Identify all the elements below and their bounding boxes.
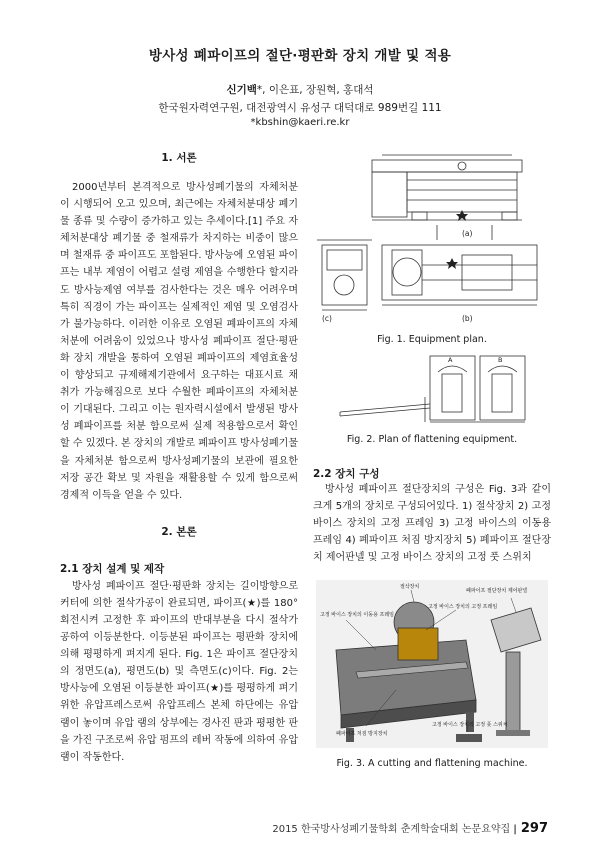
figure-3 xyxy=(316,580,548,748)
fig2-label-b: B xyxy=(498,356,503,364)
figure-2 xyxy=(330,352,540,430)
paper-title: 방사성 폐파이프의 절단·평판화 장치 개발 및 적용 xyxy=(148,48,452,64)
design-paragraph: 방사성 폐파이프 절단·평판화 장치는 길이방향으로 커터에 의한 절삭가공이 완료되면, 파이프(★)를 180° 회전시켜 고정한 후 파이프의 반대부분을 다시 절삭가공하여 이등분한다. 이등분된 파이프는 평판화 장치에 의해 평평하게 펴지게 된다. Fig. 1은 파이프 절단장치의 정면도(a), 평면도(b) 및 측면도(c)이다. Fig. 2는 방사능에 오염된 이등분한 파이프(★)를 평평하게 펴기 위한 유압프레스로써 유압프레스 본체 하단에는 유압 램이 놓이며 유압 램의 상부에는 경사진 판과 평평한 판을 가진 구조로써 유압 펌프의 레버 작동에 의하여 유압 램이 작동한다. xyxy=(60,580,298,763)
fig2-caption: Fig. 2. Plan of flattening equipment. xyxy=(346,434,518,445)
fig1-caption: Fig. 1. Equipment plan. xyxy=(377,334,487,345)
cutting-machine-render xyxy=(316,580,548,748)
author-list xyxy=(0,82,600,97)
fig3-label-foot-switch: 고정 바이스 장치의 고정 풋 스위치 xyxy=(432,722,508,728)
affiliation: 한국원자력연구원, 대전광역시 유성구 대덕대로 989번길 111 xyxy=(158,102,442,114)
left-column xyxy=(60,150,298,766)
fig1-label-c: (c) xyxy=(322,314,332,323)
fig3-label-control-panel: 폐파이프 절단장치 제어판넬 xyxy=(466,588,528,594)
flattening-equipment-drawing xyxy=(330,352,540,430)
footer-separator: | xyxy=(513,824,517,835)
journal-name: 2015 한국방사성폐기물학회 춘계학술대회 논문요약집 xyxy=(272,824,511,835)
fig3-caption: Fig. 3. A cutting and flattening machine. xyxy=(336,758,528,769)
page-number: 297 xyxy=(520,821,548,836)
equipment-plan-drawing xyxy=(312,150,552,330)
section-heading-intro: 1. 서론 xyxy=(161,152,197,164)
intro-paragraph: 2000년부터 본격적으로 방사성폐기물의 자체처분이 시행되어 오고 있으며, 최근에는 자체처분대상 폐기물 종류 및 수량이 증가하고 있는 추세이다.[1] 주요 자체처분대상 폐기물 중 철재류가 차지하는 비중이 많으며 철재류 중 파이프도 포함된다. 방사능에 오염된 파이프는 내부 제염이 어렵고 설령 제염을 수행한다 할지라도 방사능제염 여부를 검사한다는 것은 매우 어려우며 특히 직경이 가는 파이프는 실제적인 제염 및 오염검사가 불가능하다. 이러한 이유로 오염된 폐파이프의 자체처분에 어려움이 있었으나 방사성 폐파이프 절단·평판화 장치 개발을 통하여 오염된 폐파이프의 제염효율성이 향상되고 규제해제기관에서 요구하는 대표시료 채취가 가능해짐으로 보다 수월한 폐파이프의 자체처분이 기대된다. 그리고 이는 원자력시설에서 발생된 방사성 폐파이프를 처분 함으로써 실제 적용함으로서 확인할 수 있겠다. 본 장치의 개발로 폐파이프 방사성폐기물을 자체처분 함으로써 방사성폐기물의 보관에 필요한 저장 공간 확보 및 자원을 재활용할 수 있게 함으로써 경제적 이득을 얻을 수 있다. xyxy=(60,182,298,501)
right-column xyxy=(313,466,551,566)
fig1-label-b: (b) xyxy=(462,314,473,323)
fig3-label-moving-frame: 고정 바이스 장치의 이동용 프레임 xyxy=(320,612,394,618)
page-footer xyxy=(272,820,548,836)
subsection-heading-design: 2.1 장치 설계 및 제작 xyxy=(60,562,165,575)
pipe-star-icon xyxy=(446,258,458,269)
author-email: *kbshin@kaeri.re.kr xyxy=(250,117,350,128)
co-authors: *, 이은표, 장원혁, 홍대석 xyxy=(256,84,374,96)
fig3-label-fixed-frame: 고정 바이스 장치의 고정 프레임 xyxy=(428,604,498,610)
fig2-label-a: A xyxy=(448,356,453,364)
fig3-label-sag-prevention: 폐파이프 처짐 방지장치 xyxy=(336,731,388,737)
fig3-label-cutter: 절삭장치 xyxy=(400,584,420,590)
config-paragraph: 방사성 폐파이프 절단장치의 구성은 Fig. 3과 같이 크게 5개의 장치로 구성되어있다. 1) 절삭장치 2) 고정바이스 장치의 고정 프레임 3) 고정 바이스의 이동용 프레임 4) 폐파이프 처짐 방지장치 5) 폐파이프 절단장치 제어판넬 및 고정 바이스 장치의 고정 풋 스위치 xyxy=(313,484,551,564)
subsection-heading-config: 2.2 장치 구성 xyxy=(313,468,380,480)
section-heading-body: 2. 본론 xyxy=(161,525,197,538)
fig1-label-a: (a) xyxy=(462,229,473,238)
corresponding-author: 신기백 xyxy=(226,84,257,96)
figure-1 xyxy=(312,150,552,330)
